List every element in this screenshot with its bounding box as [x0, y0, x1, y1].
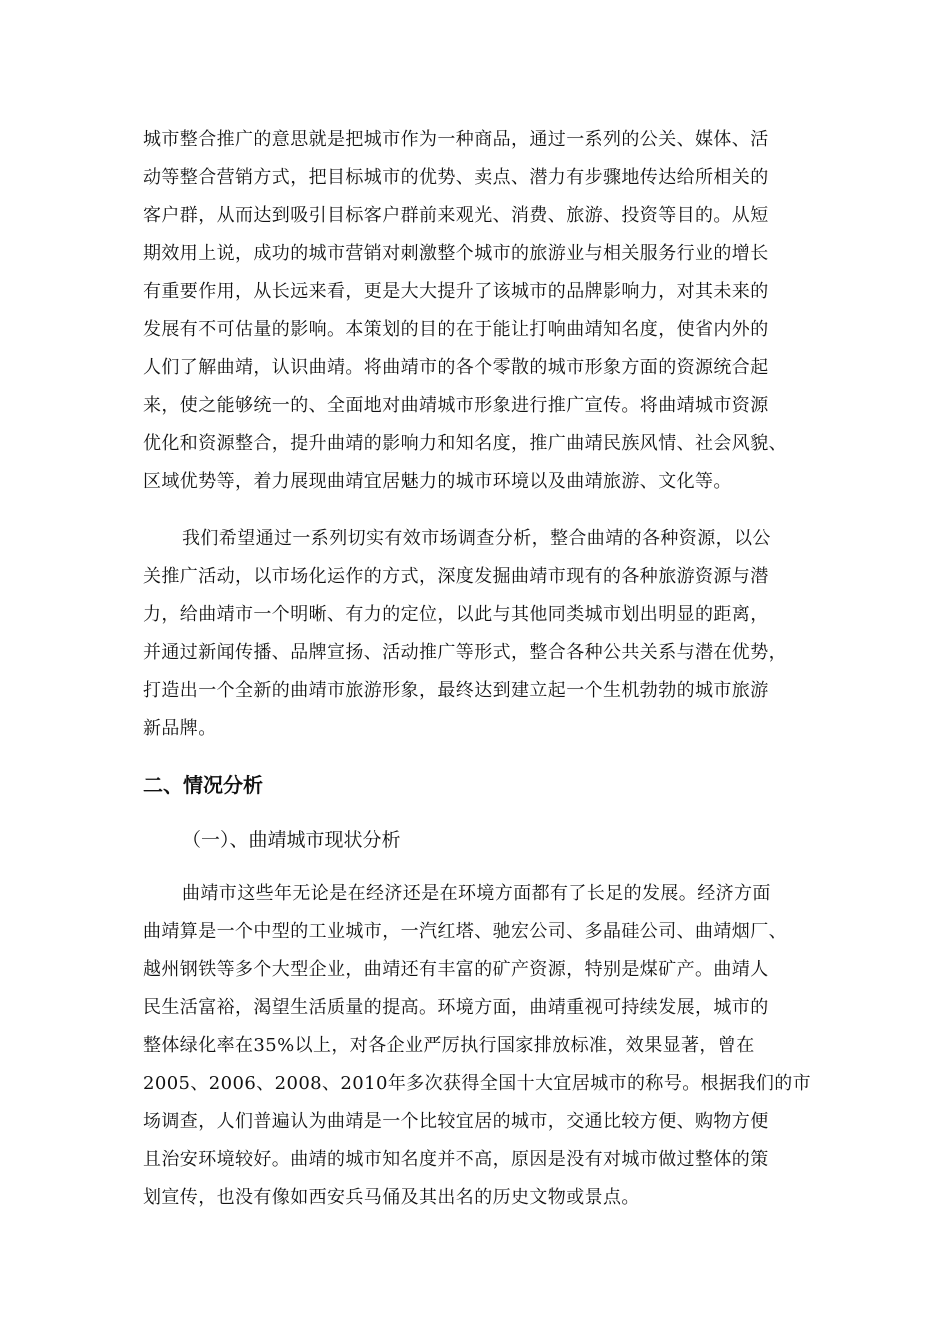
paragraph-line: 来，使之能够统一的、全面地对曲靖城市形象进行推广宣传。将曲靖城市资源	[143, 395, 769, 416]
paragraph-line: 客户群，从而达到吸引目标客户群前来观光、消费、旅游、投资等目的。从短	[143, 205, 769, 226]
paragraph-line: 曲靖算是一个中型的工业城市，一汽红塔、驰宏公司、多晶硅公司、曲靖烟厂、	[143, 921, 787, 942]
paragraph-line: 有重要作用，从长远来看，更是大大提升了该城市的品牌影响力，对其未来的	[143, 281, 769, 302]
paragraph-line: 发展有不可估量的影响。本策划的目的在于能让打响曲靖知名度，使省内外的	[143, 319, 769, 340]
paragraph-line: 动等整合营销方式，把目标城市的优势、卖点、潜力有步骤地传达给所相关的	[143, 167, 769, 188]
paragraph-line: 区域优势等，着力展现曲靖宜居魅力的城市环境以及曲靖旅游、文化等。	[143, 471, 732, 492]
paragraph-line: 优化和资源整合，提升曲靖的影响力和知名度，推广曲靖民族风情、社会风貌、	[143, 433, 787, 454]
paragraph-line: 新品牌。	[143, 718, 217, 739]
paragraph-line: 力，给曲靖市一个明晰、有力的定位，以此与其他同类城市划出明显的距离，	[143, 604, 769, 625]
paragraph-line: 我们希望通过一系列切实有效市场调查分析，整合曲靖的各种资源，以公	[182, 528, 771, 549]
paragraph-line: 期效用上说，成功的城市营销对刺激整个城市的旅游业与相关服务行业的增长	[143, 243, 769, 264]
paragraph-line: 划宣传，也没有像如西安兵马俑及其出名的历史文物或景点。	[143, 1187, 640, 1208]
section-heading: 二、情况分析	[143, 773, 263, 797]
paragraph-line: 并通过新闻传播、品牌宣扬、活动推广等形式，整合各种公共关系与潜在优势，	[143, 642, 787, 663]
paragraph-line: 打造出一个全新的曲靖市旅游形象，最终达到建立起一个生机勃勃的城市旅游	[143, 680, 769, 701]
paragraph-line: 曲靖市这些年无论是在经济还是在环境方面都有了长足的发展。经济方面	[182, 883, 771, 904]
paragraph-line: 2005、2006、2008、2010年多次获得全国十大宜居城市的称号。根据我们的市	[143, 1073, 812, 1094]
paragraph-line: 人们了解曲靖，认识曲靖。将曲靖市的各个零散的城市形象方面的资源统合起	[143, 357, 769, 378]
paragraph-line: 越州钢铁等多个大型企业，曲靖还有丰富的矿产资源，特别是煤矿产。曲靖人	[143, 959, 769, 980]
paragraph-line: 整体绿化率在35%以上，对各企业严厉执行国家排放标准，效果显著，曾在	[143, 1035, 755, 1056]
subsection-heading: （一）、曲靖城市现状分析	[182, 829, 401, 851]
paragraph-line: 民生活富裕，渴望生活质量的提高。环境方面，曲靖重视可持续发展，城市的	[143, 997, 769, 1018]
paragraph-line: 且治安环境较好。曲靖的城市知名度并不高，原因是没有对城市做过整体的策	[143, 1149, 769, 1170]
paragraph-line: 场调查，人们普遍认为曲靖是一个比较宜居的城市，交通比较方便、购物方便	[143, 1111, 769, 1132]
paragraph-line: 关推广活动，以市场化运作的方式，深度发掘曲靖市现有的各种旅游资源与潜	[143, 566, 769, 587]
paragraph-line: 城市整合推广的意思就是把城市作为一种商品，通过一系列的公关、媒体、活	[143, 129, 769, 150]
